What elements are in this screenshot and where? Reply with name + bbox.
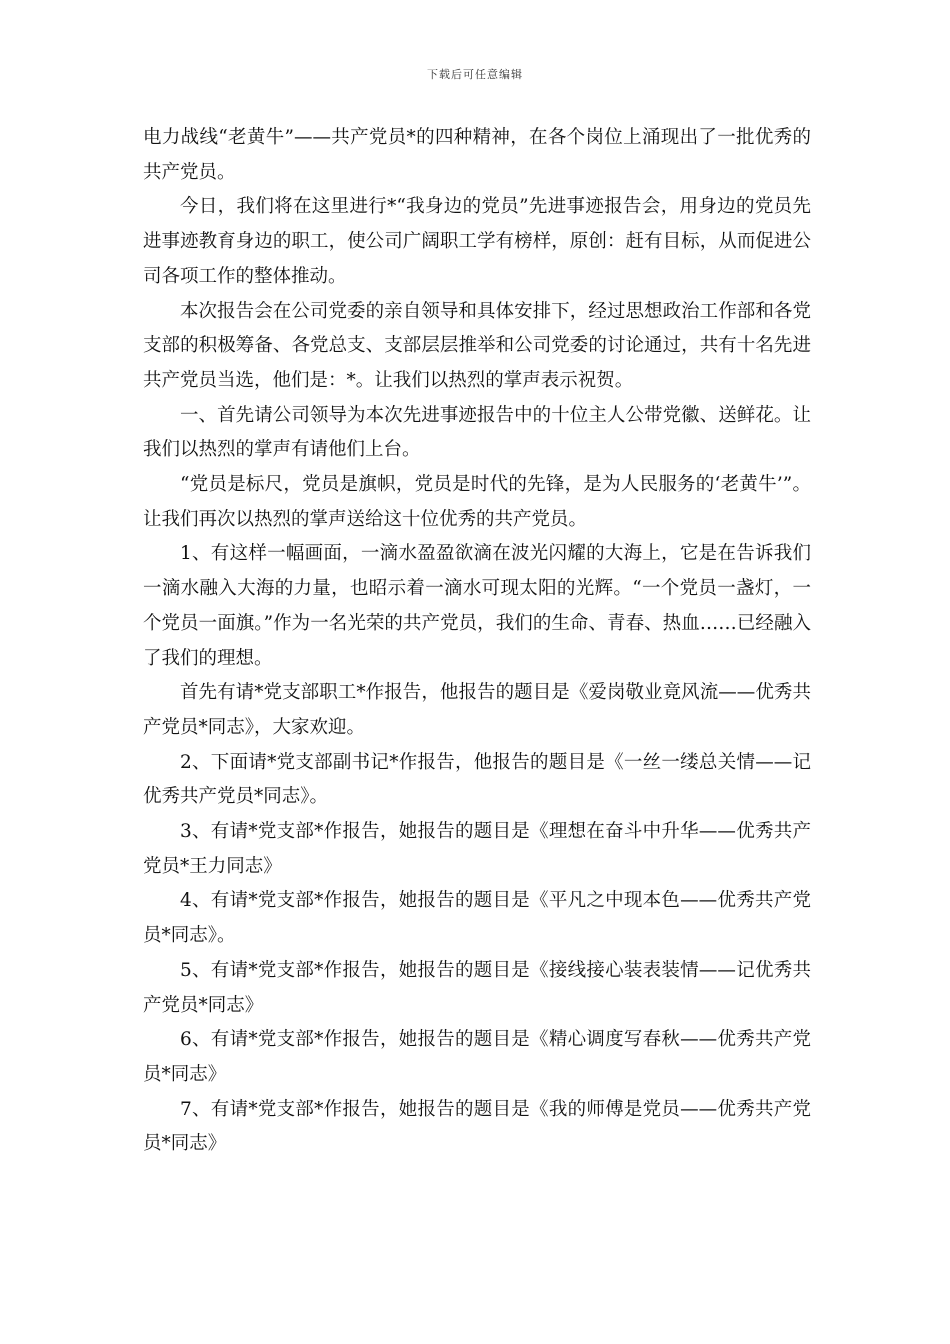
paragraph: 首先有请*党支部职工*作报告，他报告的题目是《爱岗敬业竟风流——优秀共产党员*同志》，大家欢迎。	[143, 682, 811, 738]
paragraph: 2、下面请*党支部副书记*作报告，他报告的题目是《一丝一缕总关情——记优秀共产党员*同志》。	[143, 751, 811, 808]
header-note: 下载后可任意编辑	[427, 68, 523, 81]
paragraph: “党员是标尺，党员是旗帜，党员是时代的先锋，是为人民服务的‘老黄牛’”。让我们再次以热烈的掌声送给这十位优秀的共产党员。	[143, 474, 811, 530]
paragraph: 今日，我们将在这里进行*“我身边的党员”先进事迹报告会，用身边的党员先进事迹教育身边的职工，使公司广阔职工学有榜样，原创：赶有目标，从而促进公司各项工作的整体推动。	[143, 196, 811, 287]
document-body	[143, 121, 811, 1162]
paragraph: 本次报告会在公司党委的亲自领导和具体安排下，经过思想政治工作部和各党支部的积极筹备、各党总支、支部层层推举和公司党委的讨论通过，共有十名先进共产党员当选，他们是：*。让我们以热烈的掌声表示祝贺。	[143, 300, 811, 391]
paragraph: 6、有请*党支部*作报告，她报告的题目是《精心调度写春秋——优秀共产党员*同志》	[143, 1029, 811, 1085]
paragraph: 一、首先请公司领导为本次先进事迹报告中的十位主人公带党徽、送鲜花。让我们以热烈的掌声有请他们上台。	[143, 404, 811, 461]
paragraph: 5、有请*党支部*作报告，她报告的题目是《接线接心装表装情——记优秀共产党员*同志》	[143, 959, 811, 1016]
paragraph: 4、有请*党支部*作报告，她报告的题目是《平凡之中现本色——优秀共产党员*同志》。	[143, 890, 811, 947]
paragraph: 7、有请*党支部*作报告，她报告的题目是《我的师傅是党员——优秀共产党员*同志》	[143, 1098, 811, 1155]
paragraph: 3、有请*党支部*作报告，她报告的题目是《理想在奋斗中升华——优秀共产党员*王力同志》	[143, 821, 811, 877]
paragraph: 1、有这样一幅画面，一滴水盈盈欲滴在波光闪耀的大海上，它是在告诉我们一滴水融入大海的力量，也昭示着一滴水可现太阳的光辉。“一个党员一盏灯，一个党员一面旗。”作为一名光荣的共产党员，我们的生命、青春、热血……已经融入了我们的理想。	[143, 543, 811, 669]
paragraph: 电力战线“老黄牛”——共产党员*的四种精神，在各个岗位上涌现出了一批优秀的共产党员。	[143, 127, 811, 183]
